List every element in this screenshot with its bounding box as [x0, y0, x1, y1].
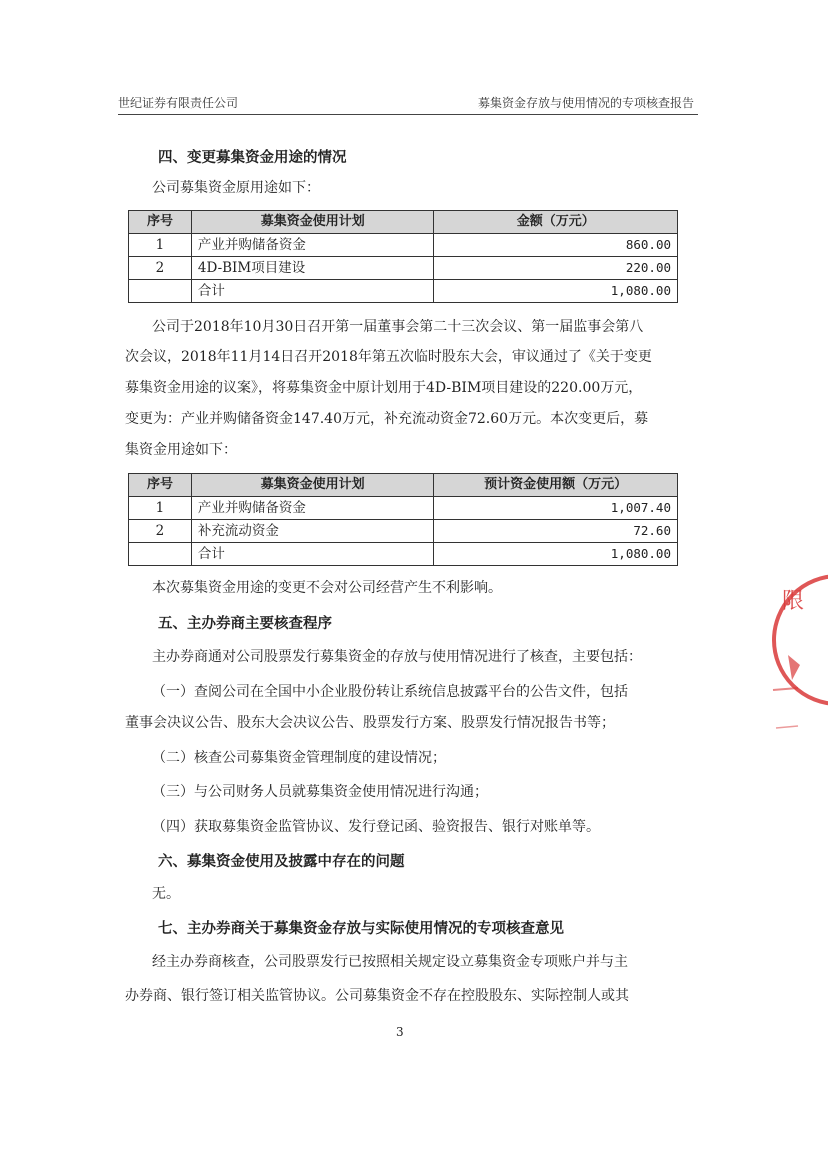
seal-character: 限 [782, 589, 805, 614]
section5-item2: （二）核查公司募集资金管理制度的建设情况； [152, 750, 446, 766]
section7-line: 经主办券商核查，公司股票发行已按照相关规定设立募集资金专项账户并与主 [152, 954, 628, 970]
section5-heading: 五、主办券商主要核查程序 [158, 616, 332, 632]
section6-text: 无。 [152, 886, 180, 902]
cell-amount: 860.00 [434, 234, 678, 257]
para-line: 变更为：产业并购储备资金147.40万元，补充流动资金72.60万元。本次变更后，募 [125, 411, 649, 427]
section5-item1-line2: 董事会决议公告、股东大会决议公告、股票发行方案、股票发行情况报告书等； [125, 715, 615, 731]
table-header-row [129, 474, 678, 497]
changed-use-table [128, 473, 678, 566]
after-change-note: 本次募集资金用途的变更不会对公司经营产生不利影响。 [152, 580, 502, 596]
company-seal [768, 570, 828, 750]
cell-no: 1 [129, 497, 192, 520]
table-row [129, 520, 678, 543]
page-number: 3 [396, 1025, 404, 1039]
cell-no: 2 [129, 257, 192, 280]
cell-amount: 1,080.00 [434, 280, 678, 303]
cell-plan: 产业并购储备资金 [191, 234, 434, 257]
section4-heading: 四、变更募集资金用途的情况 [158, 150, 347, 166]
section7-heading: 七、主办券商关于募集资金存放与实际使用情况的专项核查意见 [158, 921, 564, 937]
para-line: 集资金用途如下： [125, 442, 237, 458]
section5-intro: 主办券商通对公司股票发行募集资金的存放与使用情况进行了核查，主要包括： [152, 649, 642, 665]
cell-plan: 合计 [191, 280, 434, 303]
cell-no [129, 280, 192, 303]
cell-no: 1 [129, 234, 192, 257]
header-company: 世纪证券有限责任公司 [118, 96, 239, 110]
cell-plan: 合计 [191, 543, 433, 566]
para-line: 次会议，2018年11月14日召开2018年第五次临时股东大会，审议通过了《关于变更 [125, 349, 652, 365]
table-row [129, 497, 678, 520]
table-row [129, 234, 678, 257]
header-report-title: 募集资金存放与使用情况的专项核查报告 [478, 96, 695, 110]
col-plan-header: 募集资金使用计划 [191, 474, 433, 497]
section4-intro: 公司募集资金原用途如下： [152, 180, 320, 196]
cell-amount: 1,080.00 [434, 543, 678, 566]
para-line: 募集资金用途的议案》，将募集资金中原计划用于4D-BIM项目建设的220.00万元， [125, 380, 643, 396]
cell-plan: 补充流动资金 [191, 520, 433, 543]
cell-plan: 4D-BIM项目建设 [191, 257, 434, 280]
table-total-row [129, 543, 678, 566]
col-amount-header: 预计资金使用额（万元） [434, 474, 678, 497]
cell-amount: 72.60 [434, 520, 678, 543]
original-use-table [128, 210, 678, 303]
col-no-header: 序号 [129, 211, 192, 234]
table-row [129, 257, 678, 280]
section5-item4: （四）获取募集资金监管协议、发行登记函、验资报告、银行对账单等。 [152, 819, 600, 835]
cell-plan: 产业并购储备资金 [191, 497, 433, 520]
section6-heading: 六、募集资金使用及披露中存在的问题 [158, 854, 405, 870]
section5-item3: （三）与公司财务人员就募集资金使用情况进行沟通； [152, 784, 488, 800]
cell-no [129, 543, 192, 566]
cell-no: 2 [129, 520, 192, 543]
section5-item1-line1: （一）查阅公司在全国中小企业股份转让系统信息披露平台的公告文件，包括 [152, 684, 628, 700]
header-rule [118, 114, 698, 115]
table-total-row [129, 280, 678, 303]
col-plan-header: 募集资金使用计划 [191, 211, 434, 234]
col-amount-header: 金额（万元） [434, 211, 678, 234]
section7-line: 办券商、银行签订相关监管协议。公司募集资金不存在控股股东、实际控制人或其 [125, 988, 629, 1004]
col-no-header: 序号 [129, 474, 192, 497]
table-header-row [129, 211, 678, 234]
cell-amount: 220.00 [434, 257, 678, 280]
cell-amount: 1,007.40 [434, 497, 678, 520]
para-line: 公司于2018年10月30日召开第一届董事会第二十三次会议、第一届监事会第八 [152, 319, 644, 335]
